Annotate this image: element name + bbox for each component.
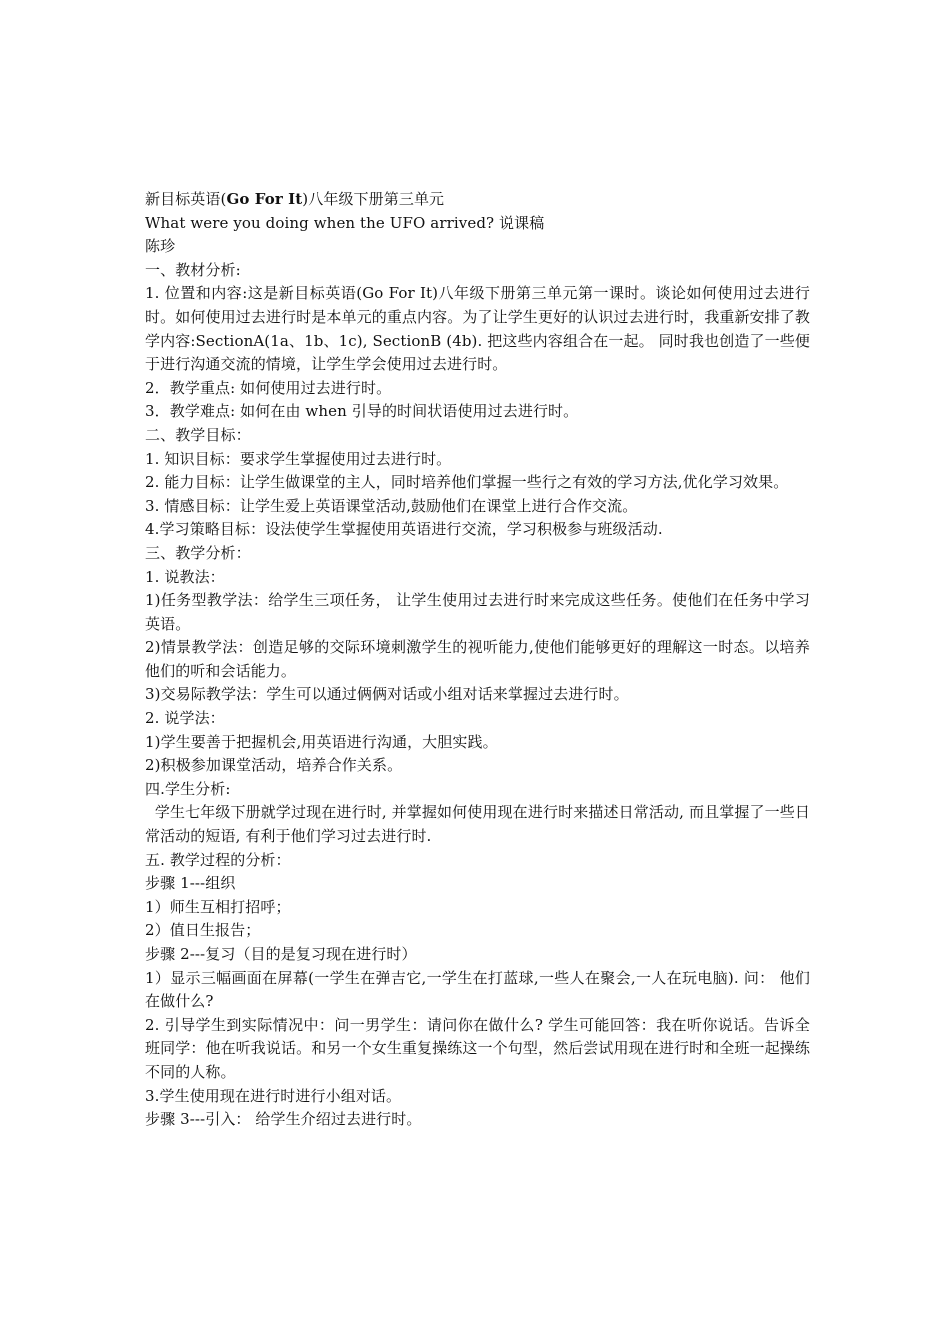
paragraph: 五. 教学过程的分析： xyxy=(145,850,291,869)
paragraph: 3.学生使用现在进行时进行小组对话。 xyxy=(145,1086,402,1105)
paragraph: 3．教学难点: 如何在由 when 引导的时间状语使用过去进行时。 xyxy=(145,402,579,421)
paragraph: 2)情景教学法：创造足够的交际环境刺激学生的视听能力,使他们能够更好的理解这一时态。以培养他们的听和会话能力。 xyxy=(145,638,810,680)
paragraph: 三、教学分析： xyxy=(145,543,251,562)
paragraph: 二、教学目标： xyxy=(145,425,251,444)
paragraph: 1)任务型教学法：给学生三项任务， 让学生使用过去进行时来完成这些任务。使他们在任务中学习英语。 xyxy=(145,591,810,633)
paragraph: 3)交易际教学法：学生可以通过俩俩对话或小组对话来掌握过去进行时。 xyxy=(145,685,629,704)
paragraph: 1）师生互相打招呼； xyxy=(145,897,291,916)
paragraph: 1)学生要善于把握机会,用英语进行沟通，大胆实践。 xyxy=(145,732,498,751)
document-subtitle: What were you doing when the UFO arrived? 说课稿 xyxy=(145,213,545,232)
paragraph: 2．教学重点: 如何使用过去进行时。 xyxy=(145,378,392,397)
paragraph-list xyxy=(145,259,810,1132)
paragraph: 4.学习策略目标：设法使学生掌握使用英语进行交流，学习积极参与班级活动. xyxy=(145,520,663,539)
paragraph: 3. 情感目标：让学生爱上英语课堂活动,鼓励他们在课堂上进行合作交流。 xyxy=(145,496,638,515)
paragraph: 2）值日生报告； xyxy=(145,921,261,940)
title-suffix: )八年级下册第三单元 xyxy=(302,190,445,208)
paragraph: 2. 能力目标：让学生做课堂的主人，同时培养他们掌握一些行之有效的学习方法,优化学习效果。 xyxy=(145,473,789,492)
paragraph: 1. 知识目标：要求学生掌握使用过去进行时。 xyxy=(145,449,452,468)
title-prefix: 新目标英语( xyxy=(145,190,227,208)
paragraph: 2. 引导学生到实际情况中：问一男学生：请问你在做什么? 学生可能回答：我在听你说话。告诉全班同学：他在听我说话。和另一个女生重复操练这一个句型，然后尝试用现在进行时和全班一起操练不同的人称。 xyxy=(145,1015,810,1081)
paragraph: 四.学生分析: xyxy=(145,779,231,798)
paragraph: 2. 说学法： xyxy=(145,709,225,728)
paragraph: 1）显示三幅画面在屏幕(一学生在弹吉它,一学生在打蓝球,一些人在聚会,一人在玩电脑). 问： 他们在做什么? xyxy=(145,968,810,1011)
paragraph: 1. 位置和内容:这是新目标英语(Go For It)八年级下册第三单元第一课时。谈论如何使用过去进行时。如何使用过去进行时是本单元的重点内容。为了让学生更好的认识过去进行时，我重新安排了教学内容:SectionA(1a、1b、1c), SectionB (4b). 把这些内容组合在一起。 同时我也创造了一些便于进行沟通交流的情境，让学生学会使用过去进行时。 xyxy=(145,284,810,374)
title-bold: Go For It xyxy=(226,190,303,208)
paragraph: 一、教材分析: xyxy=(145,260,241,279)
paragraph: 步骤 2---复习（目的是复习现在进行时） xyxy=(145,945,417,963)
document-author: 陈珍 xyxy=(145,237,176,256)
paragraph: 步骤 1---组织 xyxy=(145,874,236,893)
paragraph: 1. 说教法： xyxy=(145,567,225,586)
paragraph: 2)积极参加课堂活动，培养合作关系。 xyxy=(145,756,403,775)
document-body xyxy=(145,188,810,1132)
paragraph: 步骤 3---引入： 给学生介绍过去进行时。 xyxy=(145,1110,422,1129)
document-title xyxy=(145,188,810,212)
paragraph: 学生七年级下册就学过现在进行时, 并掌握如何使用现在进行时来描述日常活动, 而且掌握了一些日常活动的短语, 有利于他们学习过去进行时. xyxy=(145,803,810,846)
